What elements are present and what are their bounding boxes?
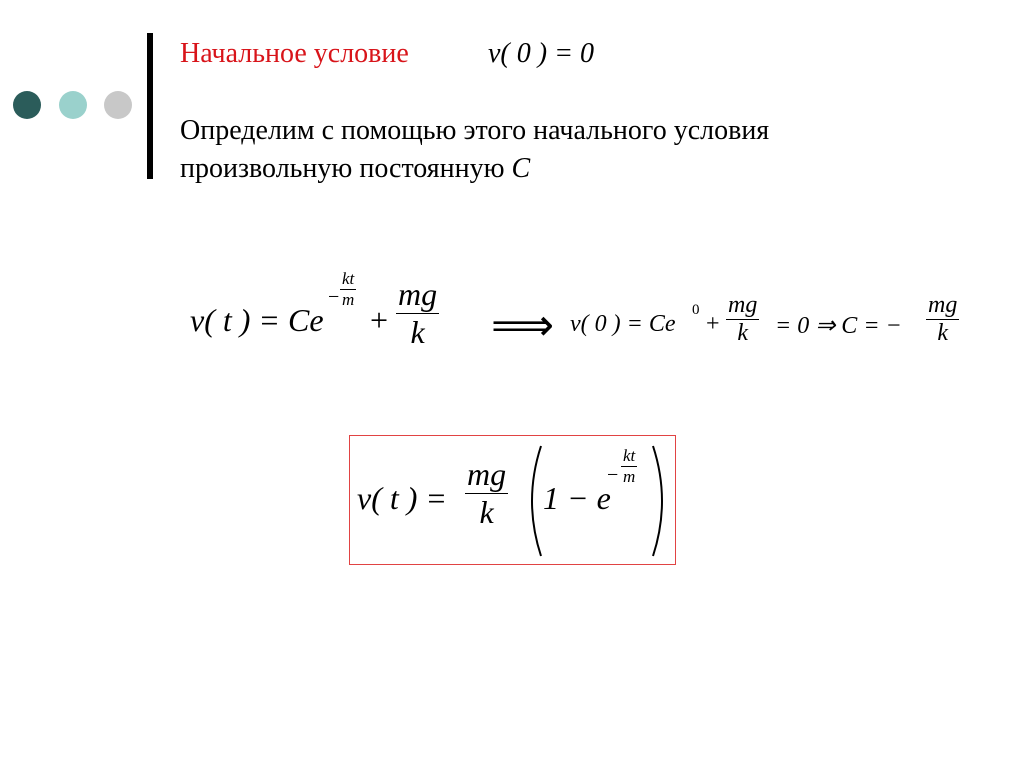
eq1-lhs: v( t ) = Ce xyxy=(190,302,324,338)
eq2-fraction-1 xyxy=(726,292,759,347)
result-frac-den: k xyxy=(479,494,494,530)
initial-condition: v( 0 ) = 0 xyxy=(488,38,594,69)
eq1-frac-num: mg xyxy=(398,276,438,312)
result-lhs: v( t ) = xyxy=(357,480,447,516)
decor-vertical-bar xyxy=(147,33,153,179)
result-exp-sign: − xyxy=(607,464,619,486)
eq2-lhs: v( 0 ) = Ce xyxy=(570,311,676,337)
decor-dot-teal xyxy=(59,91,87,119)
decor-dot-gray xyxy=(104,91,132,119)
result-frac-num: mg xyxy=(467,456,507,492)
body-line-2-text: произвольную постоянную xyxy=(180,153,512,184)
result-fraction xyxy=(465,456,508,531)
eq2-frac2-den: k xyxy=(937,320,948,346)
equation-general xyxy=(190,269,460,366)
left-paren xyxy=(521,444,545,558)
body-line-2 xyxy=(180,150,769,188)
eq2-exp: 0 xyxy=(692,302,700,318)
eq2-fraction-2 xyxy=(926,292,959,347)
eq2-plus: + xyxy=(706,311,720,337)
eq1-exp-sign: − xyxy=(328,286,340,308)
eq2-frac1-num: mg xyxy=(728,292,758,318)
result-exponent-fraction xyxy=(621,446,637,487)
right-paren xyxy=(649,444,673,558)
eq1-exponent-fraction xyxy=(340,269,356,310)
eq1-fraction xyxy=(396,276,439,351)
body-line-1: Определим с помощью этого начального условия xyxy=(180,115,770,146)
result-inner: 1 − e xyxy=(543,480,611,516)
implies-arrow: ⟹ xyxy=(491,301,555,350)
eq2-frac1-den: k xyxy=(737,320,748,346)
equation-initial xyxy=(570,292,980,368)
eq1-frac-den: k xyxy=(410,314,425,350)
title-text: Начальное условие xyxy=(180,38,409,69)
eq2-frac2-num: mg xyxy=(928,292,958,318)
eq1-plus: + xyxy=(370,302,389,338)
slide-title xyxy=(180,38,594,70)
equation-result xyxy=(357,446,667,548)
result-exp-den: m xyxy=(623,467,636,486)
result-exp-num: kt xyxy=(623,446,636,465)
constant-c: C xyxy=(511,153,531,184)
body-paragraph xyxy=(180,112,769,188)
eq1-exp-num: kt xyxy=(342,269,355,288)
decor-dot-dark xyxy=(13,91,41,119)
eq2-middle: = 0 ⇒ C = − xyxy=(775,313,902,339)
eq1-exp-den: m xyxy=(342,290,355,309)
